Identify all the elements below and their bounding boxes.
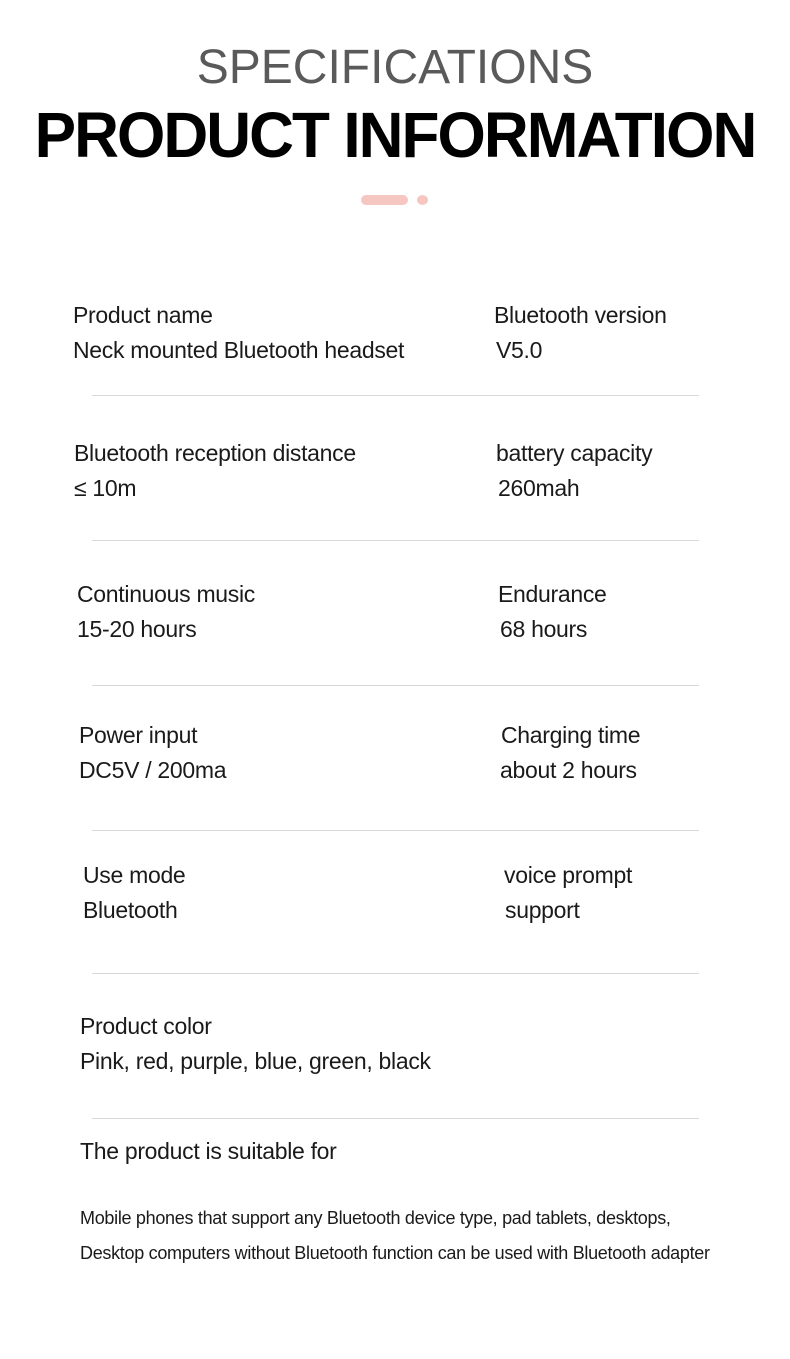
- decorative-pill: [361, 195, 408, 205]
- suitable-heading: The product is suitable for: [80, 1138, 337, 1164]
- spec-value: ≤ 10m: [74, 475, 137, 501]
- spec-label: Bluetooth reception distance: [74, 440, 356, 466]
- spec-value: 68 hours: [500, 616, 588, 642]
- spec-label: Use mode: [83, 862, 186, 888]
- row-divider: [92, 973, 699, 974]
- spec-label: Continuous music: [77, 581, 256, 607]
- row-divider: [92, 685, 699, 686]
- row-divider: [92, 830, 699, 831]
- spec-label: Endurance: [498, 581, 607, 607]
- spec-value: Pink, red, purple, blue, green, black: [80, 1048, 431, 1074]
- spec-label: Charging time: [501, 722, 641, 748]
- spec-label: voice prompt: [504, 862, 633, 888]
- spec-label: Power input: [79, 722, 198, 748]
- spec-label: Product color: [80, 1013, 212, 1039]
- header-title: PRODUCT INFORMATION: [34, 99, 756, 171]
- row-divider: [92, 540, 699, 541]
- header-subtitle: SPECIFICATIONS: [196, 41, 594, 94]
- spec-label: battery capacity: [496, 440, 653, 466]
- spec-value: 15-20 hours: [77, 616, 197, 642]
- row-divider: [92, 1118, 699, 1119]
- spec-label: Bluetooth version: [494, 302, 667, 328]
- spec-value: 260mah: [498, 475, 580, 501]
- spec-value: Bluetooth: [83, 897, 178, 923]
- spec-value: about 2 hours: [500, 757, 637, 783]
- spec-label: Product name: [73, 302, 213, 328]
- spec-value: support: [505, 897, 580, 923]
- suitable-line: Desktop computers without Bluetooth function can be used with Bluetooth adapter: [80, 1243, 710, 1263]
- decorative-dot: [417, 195, 428, 205]
- spec-value: V5.0: [496, 337, 543, 363]
- spec-value: Neck mounted Bluetooth headset: [73, 337, 405, 363]
- spec-value: DC5V / 200ma: [79, 757, 227, 783]
- suitable-line: Mobile phones that support any Bluetooth device type, pad tablets, desktops,: [80, 1208, 671, 1228]
- decorative-divider: [0, 195, 790, 205]
- row-divider: [92, 395, 699, 396]
